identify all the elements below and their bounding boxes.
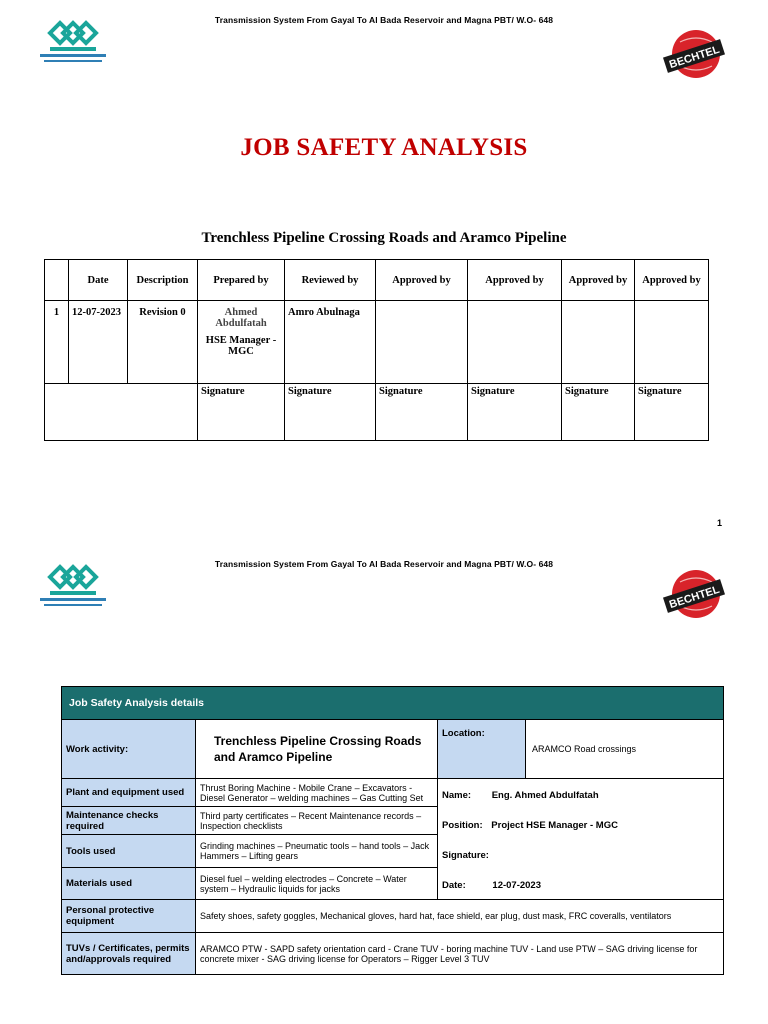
signature-label: Signature (285, 384, 376, 441)
name-row (442, 787, 719, 804)
mtc-logo-icon (36, 16, 110, 66)
signature-label: Signature (376, 384, 468, 441)
position-label: Position: (442, 820, 483, 831)
row-approved-by-3 (562, 301, 635, 384)
approval-table (44, 259, 709, 441)
row-description: Revision 0 (128, 301, 198, 384)
row-prepared-by (198, 301, 285, 384)
responsible-person-block (438, 779, 724, 900)
signature-label: Signature (468, 384, 562, 441)
location-label: Location: (438, 720, 526, 779)
work-activity-value: Trenchless Pipeline Crossing Roads and Aramco Pipeline (196, 720, 438, 779)
document-subtitle: Trenchless Pipeline Crossing Roads and Aramco Pipeline (201, 230, 567, 246)
signature-row (45, 384, 709, 441)
row-number: 1 (45, 301, 69, 384)
header-cell-approved-by: Approved by (635, 260, 709, 301)
document-title: JOB SAFETY ANALYSIS (240, 134, 528, 161)
page-number: 1 (716, 518, 722, 528)
header-cell-reviewed-by: Reviewed by (285, 260, 376, 301)
bechtel-logo-text: BECHTEL (667, 43, 722, 72)
row-date: 12-07-2023 (69, 301, 128, 384)
location-value: ARAMCO Road crossings (526, 720, 724, 779)
project-header-text: Transmission System From Gayal To Al Bada Reservoir and Magna PBT/ W.O- 648 (214, 15, 554, 25)
signature-label: Signature (198, 384, 285, 441)
position-value: Project HSE Manager - MGC (491, 820, 618, 831)
header-cell-no (45, 260, 69, 301)
signature-label: Signature: (442, 850, 489, 861)
date-label: Date: (442, 880, 466, 891)
plant-equipment-value: Thrust Boring Machine - Mobile Crane – Excavators - Diesel Generator – welding machines – Gas Cutting Set (196, 779, 438, 807)
position-row (442, 817, 719, 834)
row-approved-by-1 (376, 301, 468, 384)
maintenance-checks-value: Third party certificates – Recent Maintenance records – Inspection checklists (196, 807, 438, 835)
materials-used-label: Materials used (62, 868, 196, 900)
bechtel-logo-icon (662, 568, 726, 622)
work-activity-label: Work activity: (62, 720, 196, 779)
signature-label: Signature (562, 384, 635, 441)
materials-used-value: Diesel fuel – welding electrodes – Concrete – Water system – Hydraulic liquids for jacks (196, 868, 438, 900)
bechtel-logo-icon (662, 28, 726, 82)
signature-label: Signature (635, 384, 709, 441)
header-cell-prepared-by: Prepared by (198, 260, 285, 301)
tuv-certificates-value: ARAMCO PTW - SAPD safety orientation card - Crane TUV - boring machine TUV - Land use PTW – SAG driving license for concrete mixer - SAG driving license for Operators – Rigger Level 3 TUV (196, 933, 724, 975)
project-header-text: Transmission System From Gayal To Al Bada Reservoir and Magna PBT/ W.O- 648 (214, 559, 554, 569)
approval-data-row (45, 301, 709, 384)
jsa-details-table (61, 686, 724, 975)
header-cell-date: Date (69, 260, 128, 301)
row-approved-by-4 (635, 301, 709, 384)
header-cell-approved-by: Approved by (376, 260, 468, 301)
ppe-label: Personal protective equipment (62, 900, 196, 933)
prepared-by-role: HSE Manager - MGC (205, 335, 277, 357)
tuv-certificates-label: TUVs / Certificates, permits and/approvals required (62, 933, 196, 975)
plant-equipment-label: Plant and equipment used (62, 779, 196, 807)
date-value: 12-07-2023 (492, 880, 542, 891)
date-row (442, 877, 719, 894)
signature-blank-cell (45, 384, 198, 441)
approval-header-row (45, 260, 709, 301)
bechtel-logo-text: BECHTEL (667, 583, 722, 612)
name-label: Name: (442, 790, 472, 801)
tools-used-label: Tools used (62, 835, 196, 868)
mtc-logo-icon (36, 560, 110, 610)
prepared-by-name: Ahmed Abdulfatah (215, 307, 267, 329)
details-heading: Job Safety Analysis details (62, 687, 724, 720)
maintenance-checks-label: Maintenance checks required (62, 807, 196, 835)
row-reviewed-by: Amro Abulnaga (285, 301, 376, 384)
row-approved-by-2 (468, 301, 562, 384)
ppe-value: Safety shoes, safety goggles, Mechanical gloves, hard hat, face shield, ear plug, dust mask, FRC coveralls, ventilators (196, 900, 724, 933)
name-value: Eng. Ahmed Abdulfatah (491, 790, 599, 801)
header-cell-approved-by: Approved by (562, 260, 635, 301)
header-cell-description: Description (128, 260, 198, 301)
signature-row (442, 847, 719, 864)
header-cell-approved-by: Approved by (468, 260, 562, 301)
tools-used-value: Grinding machines – Pneumatic tools – hand tools – Jack Hammers – Lifting gears (196, 835, 438, 868)
